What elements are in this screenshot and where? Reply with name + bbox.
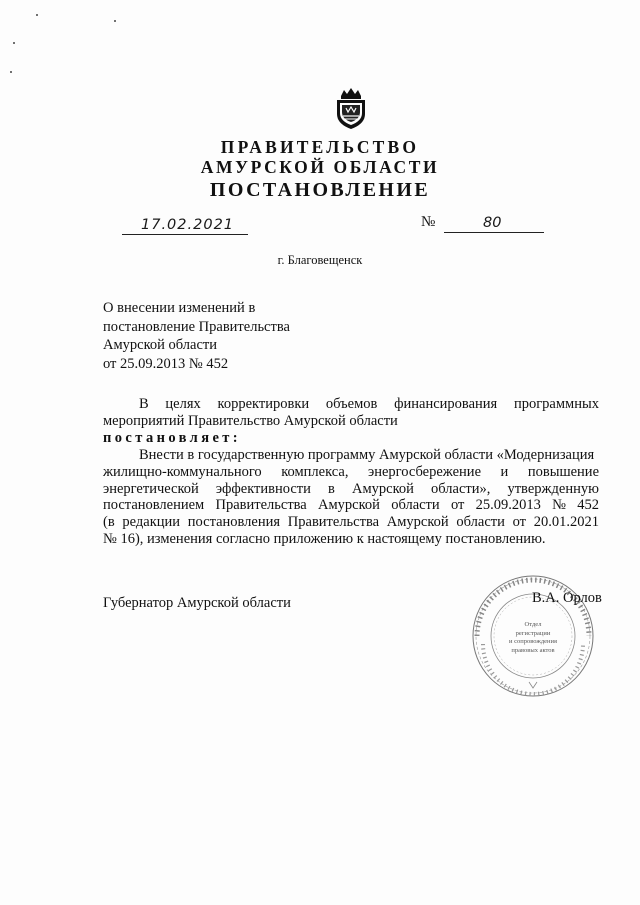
word: 25.09.2013 (475, 497, 541, 514)
word: комплекса, (281, 463, 349, 480)
word: эффективности (215, 480, 311, 497)
government-name-line2: АМУРСКОЙ ОБЛАСТИ (200, 157, 440, 177)
subject-block (103, 299, 290, 373)
word: Правительства (287, 514, 380, 531)
government-name-line1: ПРАВИТЕЛЬСТВО (220, 137, 420, 157)
subject-line: от 25.09.2013 № 452 (103, 355, 229, 372)
word: постановлением (103, 497, 205, 514)
word: области (456, 514, 505, 531)
word: В (139, 396, 149, 412)
word: и (500, 463, 509, 480)
word: области», (431, 480, 491, 497)
word: Амурской (318, 497, 380, 514)
word: корректировки (217, 396, 310, 412)
word: постановления (187, 514, 281, 531)
date-handwritten: 17.02.2021 (141, 217, 235, 233)
subject-line: О внесении изменений в (103, 300, 256, 316)
subject-line: Амурской области (103, 337, 217, 353)
subject-line: постановление Правительства (103, 318, 290, 335)
word: жилищно-коммунального (103, 463, 262, 480)
scan-speck (114, 20, 116, 22)
document-title: ПОСТАНОВЛЕНИЕ (209, 179, 431, 201)
word: (в (103, 514, 115, 531)
seal-text-line: и сопровождения (509, 638, 557, 645)
body-line (103, 481, 599, 498)
signatory-role: Губернатор Амурской области (103, 595, 291, 611)
body-line: № 16), изменения согласно приложению к настоящему постановлению. (103, 531, 546, 548)
number-handwritten: 80 (483, 215, 502, 231)
word: 20.01.2021 (533, 514, 599, 531)
seal-text-line: регистрации (515, 629, 551, 637)
coat-of-arms-emblem (333, 86, 369, 130)
word: Амурской (351, 480, 414, 497)
word: от (512, 514, 526, 531)
resolution-body (103, 396, 599, 548)
word: редакции (122, 514, 181, 531)
body-line (103, 514, 599, 531)
word: программных (513, 396, 599, 412)
scan-speck (36, 14, 38, 16)
date-underline (122, 234, 248, 235)
resolves-keyword: постановляет: (103, 429, 242, 446)
seal-inner-text (503, 621, 563, 655)
number-label: № (421, 214, 436, 230)
number-underline (444, 232, 544, 233)
word: Правительства (215, 497, 307, 514)
scan-speck (13, 42, 15, 44)
word: целях (165, 396, 201, 412)
city-name: г. Благовещенск (277, 253, 363, 267)
word: повышение (527, 463, 599, 480)
word: утвержденную (507, 480, 599, 497)
body-line (103, 464, 599, 481)
word: объемов (325, 396, 378, 412)
word: Амурской (386, 514, 449, 531)
body-line (103, 396, 599, 413)
word: области (391, 497, 440, 514)
seal-text-line: Отдел (524, 621, 542, 628)
word: энергетической (103, 480, 199, 497)
word: энергосбережение (368, 463, 482, 480)
word: финансирования (394, 396, 498, 412)
word: от (450, 497, 465, 514)
word: 452 (577, 497, 599, 514)
body-line: мероприятий Правительство Амурской области (103, 412, 398, 429)
word: в (328, 480, 335, 497)
body-line: Внести в государственную программу Амурской области «Модернизация (139, 446, 595, 463)
scan-speck (10, 71, 12, 73)
signatory-name: В.А. Орлов (532, 590, 602, 606)
word: № (552, 497, 566, 514)
body-line (103, 497, 599, 514)
seal-text-line: правовых актов (511, 646, 555, 654)
